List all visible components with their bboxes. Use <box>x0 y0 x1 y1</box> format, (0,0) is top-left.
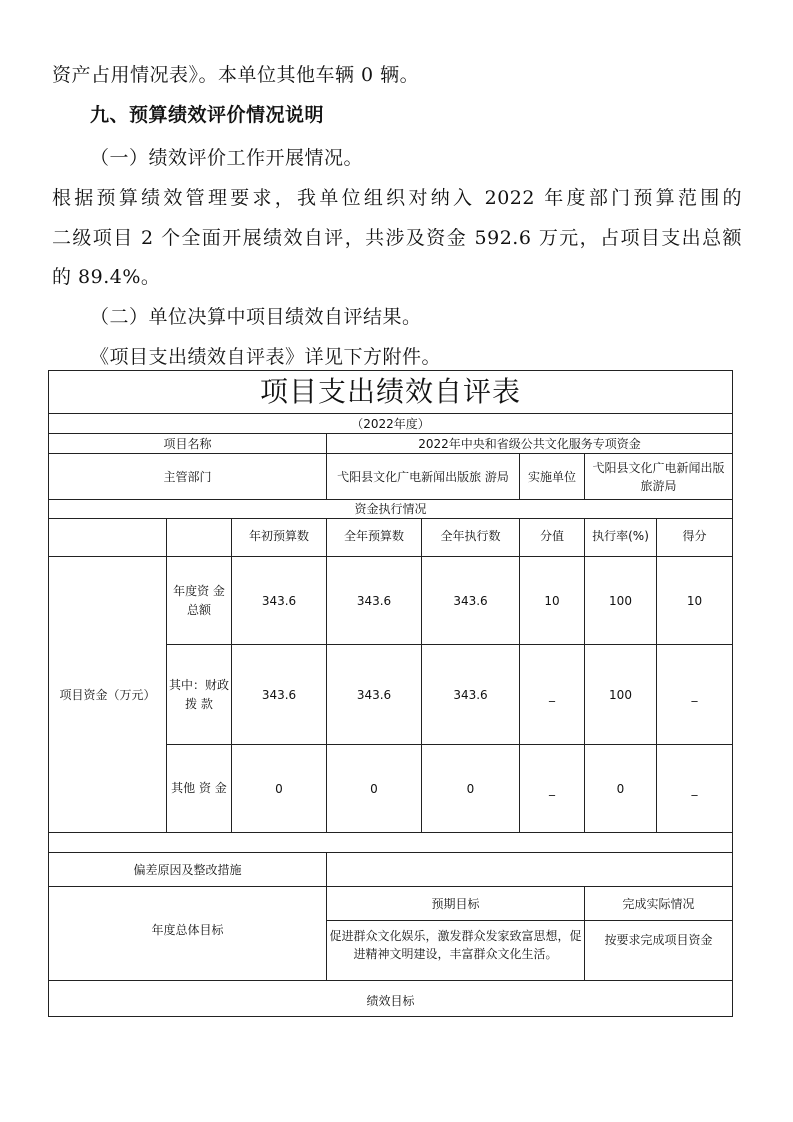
expected-goal-text: 促进群众文化娱乐，激发群众发家致富思想，促进精神文明建设，丰富群众文化生活。 <box>327 921 585 981</box>
subheading-1: （一）绩效评价工作开展情况。 <box>90 147 364 169</box>
paragraph-line: 根据预算绩效管理要求，我单位组织对纳入 2022 年度部门预算范围的 <box>52 187 742 209</box>
table-cell: 100 <box>585 645 657 745</box>
blank-cell <box>49 519 167 557</box>
impl-label: 实施单位 <box>520 454 585 500</box>
paragraph-line: 二级项目 2 个全面开展绩效自评，共涉及资金 592.6 万元，占项目支出总额 <box>52 227 742 249</box>
table-cell: 10 <box>520 557 585 645</box>
paragraph-line: 的 89.4%。 <box>52 266 161 288</box>
actual-status-text: 按要求完成项目资金 <box>585 921 733 981</box>
annual-goal-label: 年度总体目标 <box>49 887 327 981</box>
self-evaluation-table <box>48 370 733 1017</box>
row-label: 其他 资 金 <box>167 745 232 833</box>
table-cell: 0 <box>585 745 657 833</box>
table-cell: _ <box>520 645 585 745</box>
performance-goal-header: 绩效目标 <box>49 981 733 1017</box>
dept-label: 主管部门 <box>49 454 327 500</box>
table-cell: 343.6 <box>327 645 422 745</box>
table-cell: 10 <box>657 557 733 645</box>
section-heading-9: 九、预算绩效评价情况说明 <box>90 104 325 126</box>
column-header: 全年预算数 <box>327 519 422 557</box>
table-cell: 100 <box>585 557 657 645</box>
dept-value: 弋阳县文化广电新闻出版旅 游局 <box>327 454 520 500</box>
column-header: 分值 <box>520 519 585 557</box>
table-cell: 343.6 <box>232 557 327 645</box>
table-cell: 0 <box>327 745 422 833</box>
project-name-value: 2022年中央和省级公共文化服务专项资金 <box>327 434 733 454</box>
funds-section-header: 资金执行情况 <box>49 500 733 519</box>
table-cell: 0 <box>232 745 327 833</box>
expected-goal-header: 预期目标 <box>327 887 585 921</box>
table-cell: 343.6 <box>422 645 520 745</box>
column-header: 执行率(%) <box>585 519 657 557</box>
blank-cell <box>167 519 232 557</box>
subheading-2: （二）单位决算中项目绩效自评结果。 <box>90 306 422 328</box>
blank-row <box>49 833 733 853</box>
impl-value: 弋阳县文化广电新闻出版旅游局 <box>585 454 733 500</box>
row-label: 其中：财政拨 款 <box>167 645 232 745</box>
table-year: （2022年度） <box>49 414 733 434</box>
row-label: 年度资 金总额 <box>167 557 232 645</box>
table-cell: 343.6 <box>327 557 422 645</box>
table-title: 项目支出绩效自评表 <box>49 371 733 414</box>
table-cell: _ <box>657 645 733 745</box>
actual-status-header: 完成实际情况 <box>585 887 733 921</box>
table-cell: _ <box>520 745 585 833</box>
project-name-label: 项目名称 <box>49 434 327 454</box>
deviation-value <box>327 853 733 887</box>
column-header: 得分 <box>657 519 733 557</box>
paragraph-line: 资产占用情况表》。本单位其他车辆 0 辆。 <box>52 64 420 86</box>
column-header: 全年执行数 <box>422 519 520 557</box>
paragraph-line: 《项目支出绩效自评表》详见下方附件。 <box>90 346 442 368</box>
table-cell: 0 <box>422 745 520 833</box>
column-header: 年初预算数 <box>232 519 327 557</box>
deviation-label: 偏差原因及整改措施 <box>49 853 327 887</box>
funds-label: 项目资金（万元） <box>49 557 167 833</box>
table-cell: _ <box>657 745 733 833</box>
table-cell: 343.6 <box>422 557 520 645</box>
table-cell: 343.6 <box>232 645 327 745</box>
